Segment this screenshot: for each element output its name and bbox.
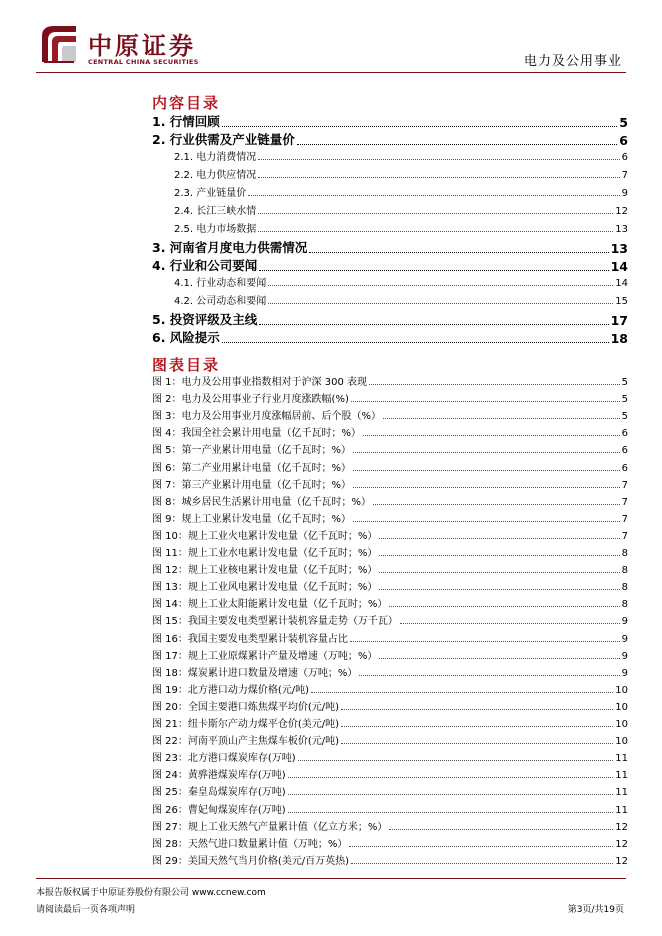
figure-entry[interactable]: [152, 783, 628, 798]
figure-entry[interactable]: [152, 441, 628, 456]
dot-leader: [400, 623, 620, 624]
toc-entry[interactable]: [152, 184, 628, 199]
entry-label: 6. 风险提示: [152, 330, 220, 345]
toc-entry[interactable]: [152, 274, 628, 289]
page-header: [0, 0, 662, 80]
figure-entry[interactable]: [152, 510, 628, 525]
entry-label: 4. 行业和公司要闻: [152, 258, 258, 273]
dot-leader: [341, 709, 613, 710]
dot-leader: [349, 846, 613, 847]
entry-label: 图 15：我国主要发电类型累计装机容量走势（万千瓦）: [152, 616, 398, 628]
entry-label: 2.5. 电力市场数据: [174, 224, 257, 235]
dot-leader: [222, 342, 609, 343]
figure-entry[interactable]: [152, 544, 628, 559]
entry-label: 图 17：规上工业原煤累计产量及增速（万吨；%）: [152, 650, 378, 662]
entry-page-number: 14: [610, 259, 628, 274]
figure-entry[interactable]: [152, 766, 628, 781]
dot-leader: [379, 589, 619, 590]
figure-entry[interactable]: [152, 647, 628, 662]
figure-entry[interactable]: [152, 459, 628, 474]
dot-leader: [389, 606, 619, 607]
entry-page-number: 13: [615, 224, 628, 235]
entry-label: 图 25：秦皇岛煤炭库存(万吨): [152, 787, 286, 799]
entry-label: 图 2：电力及公用事业子行业月度涨跌幅(%): [152, 394, 349, 406]
dot-leader: [379, 555, 619, 556]
figure-entry[interactable]: [152, 732, 628, 747]
toc-entry[interactable]: [152, 130, 628, 148]
dot-leader: [353, 521, 620, 522]
dot-leader: [268, 285, 613, 286]
figure-entry[interactable]: [152, 835, 628, 850]
entry-label: 图 10：规上工业火电累计发电量（亿千瓦时；%）: [152, 530, 378, 542]
entry-page-number: 9: [621, 667, 628, 679]
entry-label: 图 20：全国主要港口炼焦煤平均价(元/吨): [152, 701, 340, 713]
figure-entry[interactable]: [152, 407, 628, 422]
toc-title: 内容目录: [152, 94, 221, 112]
figure-entry[interactable]: [152, 390, 628, 405]
entry-label: 图 7：第三产业累计用电量（亿千瓦时；%）: [152, 479, 352, 491]
footer-divider: [36, 878, 626, 879]
toc-entry[interactable]: [152, 328, 628, 346]
entry-page-number: 9: [621, 616, 628, 628]
toc-entry[interactable]: [152, 292, 628, 307]
dot-leader: [268, 303, 613, 304]
toc-entry[interactable]: [152, 202, 628, 217]
entry-page-number: 10: [615, 736, 628, 748]
header-divider: [36, 72, 626, 73]
dot-leader: [351, 863, 613, 864]
entry-label: 图 24：黄骅港煤炭库存(万吨): [152, 770, 286, 782]
entry-page-number: 6: [621, 445, 628, 457]
dot-leader: [311, 692, 613, 693]
entry-page-number: 5: [621, 411, 628, 423]
entry-label: 图 29：美国天然气当月价格(美元/百万英热): [152, 855, 350, 867]
figure-list-title: 图表目录: [152, 356, 221, 374]
entry-page-number: 6: [621, 428, 628, 440]
entry-label: 4.1. 行业动态和要闻: [174, 278, 267, 289]
dot-leader: [258, 213, 613, 214]
toc-entry[interactable]: [152, 238, 628, 256]
entry-label: 图 13：规上工业风电累计发电量（亿千瓦时；%）: [152, 582, 378, 594]
dot-leader: [353, 487, 620, 488]
entry-page-number: 8: [621, 599, 628, 611]
dot-leader: [258, 177, 619, 178]
entry-label: 图 6：第二产业用累计电量（亿千瓦时；%）: [152, 462, 352, 474]
entry-page-number: 12: [615, 821, 628, 833]
entry-label: 图 8：城乡居民生活累计用电量（亿千瓦时；%）: [152, 496, 372, 508]
entry-page-number: 7: [621, 513, 628, 525]
entry-label: 图 4：我国全社会累计用电量（亿千瓦时；%）: [152, 428, 362, 440]
dot-leader: [350, 641, 620, 642]
figure-entry[interactable]: [152, 715, 628, 730]
figure-entry[interactable]: [152, 801, 628, 816]
figure-entry[interactable]: [152, 476, 628, 491]
dot-leader: [359, 675, 619, 676]
page-number: 第3页/共19页: [567, 905, 624, 915]
entry-label: 2. 行业供需及产业链量价: [152, 132, 295, 147]
toc-entry[interactable]: [152, 112, 628, 130]
entry-page-number: 12: [615, 206, 628, 217]
entry-page-number: 13: [610, 241, 628, 256]
dot-leader: [309, 252, 608, 253]
entry-label: 1. 行情回顾: [152, 114, 220, 129]
dot-leader: [353, 452, 620, 453]
dot-leader: [298, 760, 614, 761]
entry-label: 图 9：规上工业累计发电量（亿千瓦时；%）: [152, 513, 352, 525]
entry-page-number: 10: [615, 719, 628, 730]
company-logo-icon: [38, 22, 80, 66]
dot-leader: [258, 231, 613, 232]
entry-label: 3. 河南省月度电力供需情况: [152, 240, 308, 255]
entry-page-number: 11: [615, 787, 628, 799]
dot-leader: [383, 418, 620, 419]
dot-leader: [363, 435, 620, 436]
entry-label: 4.2. 公司动态和要闻: [174, 296, 267, 307]
entry-label: 2.2. 电力供应情况: [174, 170, 257, 181]
entry-label: 5. 投资评级及主线: [152, 312, 258, 327]
entry-label: 图 11：规上工业水电累计发电量（亿千瓦时；%）: [152, 548, 378, 559]
figure-entry[interactable]: [152, 664, 628, 679]
dot-leader: [389, 829, 613, 830]
entry-label: 2.4. 长江三峡水情: [174, 206, 257, 217]
dot-leader: [248, 195, 619, 196]
dot-leader: [297, 144, 617, 145]
dot-leader: [351, 401, 620, 402]
entry-label: 图 5：第一产业累计用电量（亿千瓦时；%）: [152, 445, 352, 457]
entry-label: 2.1. 电力消费情况: [174, 152, 257, 163]
entry-page-number: 8: [621, 548, 628, 559]
sector-title: 电力及公用事业: [523, 54, 622, 69]
entry-label: 图 27：规上工业天然气产量累计值（亿立方米；%）: [152, 821, 388, 833]
dot-leader: [341, 743, 613, 744]
figure-entry[interactable]: [152, 561, 628, 576]
entry-label: 图 19：北方港口动力煤价格(元/吨): [152, 684, 310, 696]
entry-page-number: 5: [621, 394, 628, 406]
entry-page-number: 17: [610, 313, 628, 328]
entry-page-number: 9: [621, 650, 628, 662]
figure-entry[interactable]: [152, 612, 628, 627]
dot-leader: [353, 470, 620, 471]
entry-label: 图 18：煤炭累计进口数量及增速（万吨；%）: [152, 667, 358, 679]
disclaimer-text: 请阅读最后一页各项声明: [36, 905, 136, 915]
entry-page-number: 9: [621, 633, 628, 645]
entry-label: 图 3：电力及公用事业月度涨幅居前、后个股（%）: [152, 411, 382, 423]
entry-label: 图 22：河南平顶山产主焦煤车板价(元/吨): [152, 736, 340, 748]
entry-page-number: 10: [615, 684, 628, 696]
dot-leader: [369, 384, 620, 385]
figure-entry[interactable]: [152, 630, 628, 645]
dot-leader: [379, 572, 619, 573]
entry-label: 图 1：电力及公用事业指数相对于沪深 300 表现: [152, 377, 367, 388]
entry-page-number: 11: [615, 753, 628, 765]
entry-label: 图 28：天然气进口数量累计值（万吨；%）: [152, 838, 348, 850]
entry-label: 图 21：纽卡斯尔产动力煤平仓价(美元/吨): [152, 719, 340, 730]
toc-entry[interactable]: [152, 310, 628, 328]
entry-page-number: 14: [615, 278, 628, 289]
entry-page-number: 5: [619, 115, 628, 130]
figure-entry[interactable]: [152, 424, 628, 439]
figure-entry[interactable]: [152, 749, 628, 764]
dot-leader: [341, 726, 613, 727]
company-name-en: CENTRAL CHINA SECURITIES: [88, 58, 199, 66]
dot-leader: [288, 777, 614, 778]
company-name-cn: 中原证券: [88, 31, 196, 60]
figure-entry[interactable]: [152, 373, 628, 388]
entry-label: 图 26：曹妃甸煤炭库存(万吨): [152, 804, 286, 816]
entry-page-number: 5: [621, 377, 628, 388]
entry-page-number: 6: [619, 133, 628, 148]
entry-page-number: 10: [615, 701, 628, 713]
figure-entry[interactable]: [152, 493, 628, 508]
toc-entry[interactable]: [152, 256, 628, 274]
dot-leader: [288, 812, 614, 813]
figure-entry[interactable]: [152, 681, 628, 696]
entry-page-number: 6: [621, 462, 628, 474]
entry-page-number: 7: [621, 479, 628, 491]
dot-leader: [379, 538, 619, 539]
entry-page-number: 11: [615, 804, 628, 816]
figure-entry[interactable]: [152, 818, 628, 833]
toc-entry[interactable]: [152, 166, 628, 181]
copyright-text: 本报告版权属于中原证券股份有限公司 www.ccnew.com: [36, 888, 266, 898]
figure-entry[interactable]: [152, 698, 628, 713]
entry-page-number: 9: [621, 188, 628, 199]
entry-page-number: 15: [615, 296, 628, 307]
entry-label: 2.3. 产业链量价: [174, 188, 247, 199]
figure-entry[interactable]: [152, 595, 628, 610]
entry-label: 图 23：北方港口煤炭库存(万吨): [152, 753, 296, 765]
entry-label: 图 14：规上工业太阳能累计发电量（亿千瓦时；%）: [152, 599, 388, 611]
entry-page-number: 8: [621, 565, 628, 577]
dot-leader: [258, 159, 619, 160]
entry-page-number: 7: [621, 170, 628, 181]
entry-label: 图 12：规上工业核电累计发电量（亿千瓦时；%）: [152, 565, 378, 577]
dot-leader: [379, 658, 619, 659]
dot-leader: [288, 794, 614, 795]
entry-page-number: 11: [615, 770, 628, 782]
entry-page-number: 7: [621, 496, 628, 508]
entry-label: 图 16：我国主要发电类型累计装机容量占比: [152, 633, 348, 645]
entry-page-number: 8: [621, 582, 628, 594]
figure-entry[interactable]: [152, 527, 628, 542]
dot-leader: [259, 324, 608, 325]
figure-entry[interactable]: [152, 578, 628, 593]
entry-page-number: 6: [621, 152, 628, 163]
figure-entry[interactable]: [152, 852, 628, 867]
toc-entry[interactable]: [152, 220, 628, 235]
entry-page-number: 7: [621, 530, 628, 542]
dot-leader: [373, 504, 620, 505]
toc-entry[interactable]: [152, 148, 628, 163]
dot-leader: [259, 270, 608, 271]
entry-page-number: 12: [615, 838, 628, 850]
dot-leader: [222, 126, 617, 127]
entry-page-number: 12: [615, 855, 628, 867]
entry-page-number: 18: [610, 331, 628, 346]
